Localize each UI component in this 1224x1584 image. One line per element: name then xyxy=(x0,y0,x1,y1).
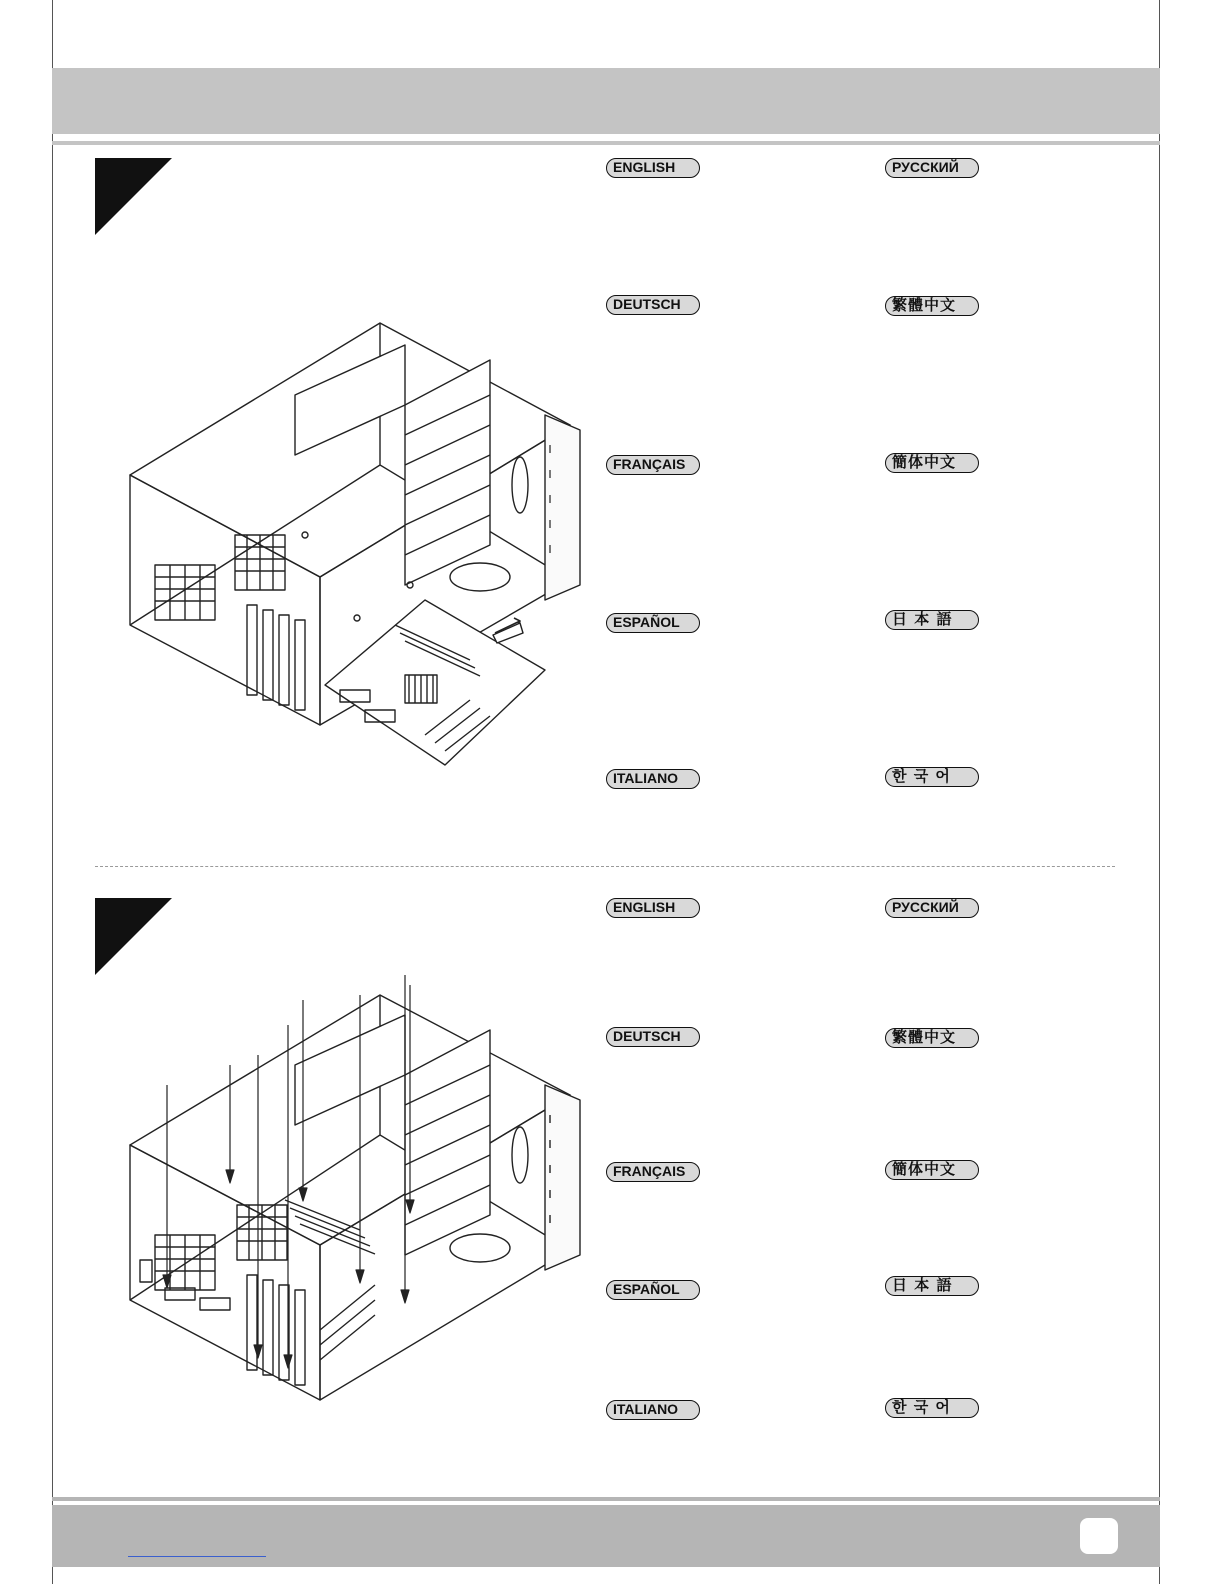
lang-badge-korean: 한 국 어 xyxy=(885,1398,979,1418)
lang-badge-italiano: ITALIANO xyxy=(606,769,700,789)
lang-badge-traditional-chinese: 繁體中文 xyxy=(885,296,979,316)
lang-badge-simplified-chinese: 簡体中文 xyxy=(885,453,979,473)
lang-badge-russian: РУССКИЙ xyxy=(885,158,979,178)
lang-badge-espanol: ESPAÑOL xyxy=(606,613,700,633)
lang-badge-francais: FRANÇAIS xyxy=(606,455,700,475)
section-divider xyxy=(95,866,1115,867)
page-number-box xyxy=(1080,1518,1118,1554)
case-expansion-diagram xyxy=(125,970,585,1410)
step-1-marker xyxy=(95,158,172,235)
lang-badge-deutsch: DEUTSCH xyxy=(606,1027,700,1047)
case-motherboard-diagram xyxy=(125,315,585,785)
lang-badge-japanese: 日 本 語 xyxy=(885,1276,979,1296)
lang-badge-espanol: ESPAÑOL xyxy=(606,1280,700,1300)
lang-badge-korean: 한 국 어 xyxy=(885,767,979,787)
footer-rule xyxy=(52,1497,1160,1501)
lang-badge-italiano: ITALIANO xyxy=(606,1400,700,1420)
lang-badge-russian: РУССКИЙ xyxy=(885,898,979,918)
lang-badge-traditional-chinese: 繁體中文 xyxy=(885,1028,979,1048)
step-1-illustration xyxy=(125,315,585,785)
footer-link-underline[interactable] xyxy=(128,1556,266,1557)
lang-badge-francais: FRANÇAIS xyxy=(606,1162,700,1182)
footer-band xyxy=(52,1505,1160,1567)
step-2-illustration xyxy=(125,970,585,1410)
lang-badge-deutsch: DEUTSCH xyxy=(606,295,700,315)
header-rule xyxy=(52,141,1160,145)
lang-badge-simplified-chinese: 簡体中文 xyxy=(885,1160,979,1180)
lang-badge-english: ENGLISH xyxy=(606,898,700,918)
header-band xyxy=(52,68,1160,134)
lang-badge-japanese: 日 本 語 xyxy=(885,610,979,630)
step-2-marker xyxy=(95,898,172,975)
lang-badge-english: ENGLISH xyxy=(606,158,700,178)
